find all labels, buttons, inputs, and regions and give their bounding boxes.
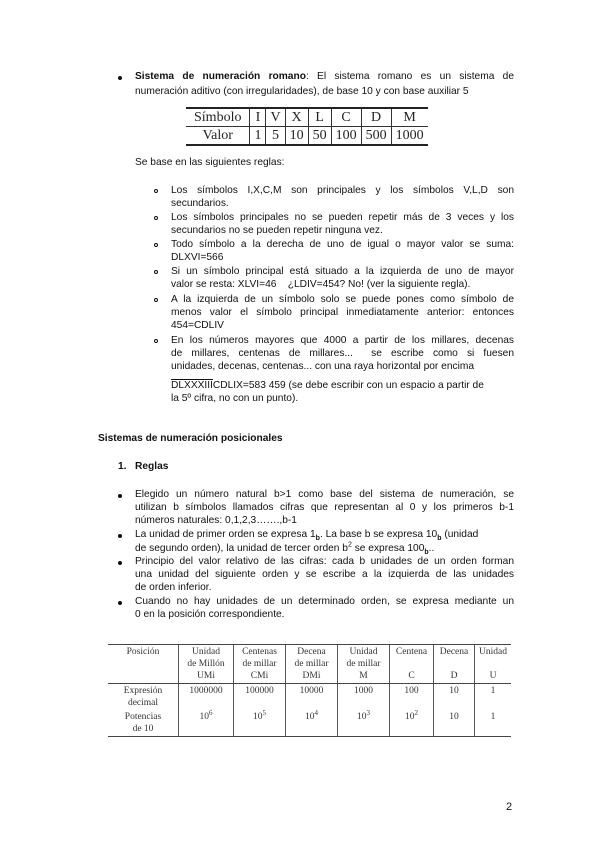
cell-text: Posición — [126, 647, 160, 657]
pos-rule-4-line-2: 0 en la posición correspondiente. — [135, 609, 285, 620]
exponent: 5 — [262, 708, 266, 717]
cell-text: 10 — [253, 712, 263, 722]
roman-cell: Símbolo — [186, 108, 250, 127]
pos-table-row-decimal — [108, 684, 511, 711]
rule-3-line-2: DLXVI=566 — [171, 252, 224, 263]
pos-cell: 10 — [434, 710, 475, 737]
pos-cell: 100000 — [234, 684, 286, 711]
cell-text: D — [450, 671, 458, 681]
pos-header-cell — [286, 645, 338, 684]
roman-intro-line-2: numeración aditivo (con irregularidades), de base 10 y con base auxiliar 5 — [135, 86, 469, 97]
cell-text: decimal — [127, 698, 159, 708]
pos-rule-2-line-2 — [135, 542, 434, 555]
roman-cell: 1 — [250, 127, 266, 146]
bullet — [118, 76, 122, 80]
roman-cell: X — [285, 108, 308, 127]
roman-cell: C — [331, 108, 361, 127]
pos-rule-2-line-1 — [135, 528, 478, 541]
roman-cell: 10 — [285, 127, 308, 146]
pos-cell — [390, 710, 434, 737]
roman-table-row-value — [186, 127, 428, 146]
roman-cell: L — [308, 108, 331, 127]
circle-bullet — [154, 298, 158, 302]
cell-text: Potencias — [124, 712, 162, 722]
pos-cell: 1000 — [338, 684, 390, 711]
pos-header-cell — [234, 645, 286, 684]
rule-6-line-1: En los números mayores que 4000 a partir de los millares, decenas — [171, 335, 514, 346]
pos-table-header — [108, 645, 511, 684]
overline-numeral: DLXXXIII — [171, 380, 213, 391]
cell-text: U — [489, 671, 497, 681]
cell-text: 10 — [357, 712, 367, 722]
rule-4-line-2: valor se resta: XLVI=46 ¿LDIV=454? No! (ver la siguiente regla). — [171, 279, 471, 290]
subheading: Reglas — [135, 461, 169, 472]
text-span: La unidad de primer orden se expresa 1 — [135, 529, 316, 540]
pos-header-cell — [108, 645, 179, 684]
positional-table — [108, 644, 511, 737]
pos-rule-1-line-3: números naturales: 0,1,2,3…….,b-1 — [135, 515, 297, 526]
rule-4-line-1: Si un símbolo principal está situado a la izquierda de uno de mayor — [171, 266, 514, 277]
pos-rule-3-line-1: Principio del valor relativo de las cifras: cada b unidades de un orden forman — [135, 556, 514, 567]
text-span: de segundo orden), la unidad de tercer orden b — [135, 543, 348, 554]
pos-header-cell — [390, 645, 434, 684]
rule-6-line-5: la 5º cifra, no con un punto). — [171, 393, 299, 404]
subscript-b: b — [424, 549, 429, 557]
circle-bullet — [154, 270, 158, 274]
circle-bullet — [154, 216, 158, 220]
roman-table-row-symbol — [186, 108, 428, 127]
pos-rule-3-line-2: una unidad del siguiente orden y se escribe a la izquierda de las unidades — [135, 569, 514, 580]
pos-cell: 10 — [434, 684, 475, 711]
pos-header-cell — [475, 645, 512, 684]
roman-cell: 50 — [308, 127, 331, 146]
cell-text: Decena — [439, 647, 469, 657]
cell-text: Decena — [297, 647, 326, 657]
rule-5-line-2: menos valor el símbolo principal inmediatamente anterior: entonces — [171, 307, 514, 318]
pos-cell: 1 — [475, 684, 512, 711]
rule-5-line-3: 454=CDLIV — [171, 320, 224, 331]
roman-cell: D — [361, 108, 391, 127]
roman-intro-rest: : El sistema romano es un sistema de — [305, 71, 514, 82]
pos-header-cell — [179, 645, 234, 684]
exponent: 2 — [414, 708, 418, 717]
circle-bullet — [154, 189, 158, 193]
rule-2-line-2: secundarios no se pueden repetir ninguna vez. — [171, 225, 383, 236]
rule-5-line-1: A la izquierda de un símbolo solo se puede pones como símbolo de — [171, 294, 514, 305]
pos-row-label — [108, 710, 179, 737]
bullet — [118, 494, 122, 498]
cell-text: de Millón — [187, 659, 225, 669]
roman-cell: Valor — [186, 127, 250, 146]
rule-1-line-1: Los símbolos I,X,C,M son principales y los símbolos V,L,D son — [171, 185, 514, 196]
pos-table-row-powers — [108, 710, 511, 737]
circle-bullet — [154, 243, 158, 247]
rule-6-tail: CDLIX=583 459 (se debe escribir con un espacio a partir de — [212, 380, 484, 391]
cell-text: CMi — [250, 671, 269, 681]
cell-text: de millar — [294, 659, 329, 669]
page-number: 2 — [506, 801, 513, 813]
pos-rule-4-line-1: Cuando no hay unidades de un determinado orden, se expresa mediante un — [135, 596, 514, 607]
roman-cell: 5 — [266, 127, 285, 146]
section-heading: Sistemas de numeración posicionales — [98, 433, 283, 444]
roman-cell: I — [250, 108, 266, 127]
pos-cell: 100 — [390, 684, 434, 711]
text-span: .. — [428, 543, 435, 554]
cell-text: M — [359, 671, 368, 681]
cell-text: Unidad — [192, 647, 220, 657]
cell-text: 10 — [405, 712, 415, 722]
exponent: 4 — [314, 708, 318, 717]
exponent: 3 — [366, 708, 370, 717]
pos-cell — [286, 710, 338, 737]
bullet — [118, 601, 122, 605]
pos-cell: 10000 — [286, 684, 338, 711]
pos-header-cell — [434, 645, 475, 684]
subheading-number: 1. — [118, 461, 127, 472]
pos-rule-3-line-3: de orden inferior. — [135, 582, 212, 593]
pos-cell: 1 — [475, 710, 512, 737]
rule-1-line-2: secundarios. — [171, 198, 229, 209]
roman-cell: M — [391, 108, 428, 127]
pos-row-label — [108, 684, 179, 711]
pos-rule-1-line-1: Elegido un número natural b>1 como base del sistema de numeración, se — [135, 489, 514, 500]
bullet — [118, 561, 122, 565]
cell-text: 10 — [199, 712, 209, 722]
roman-cell: 100 — [331, 127, 361, 146]
text-span: . La base b se expresa 10 — [319, 529, 438, 540]
pos-rule-1-line-2: utilizan b símbolos llamados cifras que representan al 0 y los primeros b-1 — [135, 502, 514, 513]
pos-cell — [234, 710, 286, 737]
text-span: se expresa 100 — [351, 543, 425, 554]
cell-text: de 10 — [132, 724, 154, 734]
rule-6-line-4 — [171, 379, 484, 392]
cell-text: 10 — [305, 712, 315, 722]
cell-text: Expresión — [123, 686, 163, 696]
circle-bullet — [154, 339, 158, 343]
rule-6-line-2: de millares, centenas de millares... se escribe como si fuesen — [171, 348, 514, 359]
cell-text: Unidad — [479, 647, 507, 657]
pos-cell — [338, 710, 390, 737]
text-span: (unidad — [441, 529, 479, 540]
cell-text: C — [408, 671, 415, 681]
rule-2-line-1: Los símbolos principales no se pueden repetir más de 3 veces y los — [171, 212, 514, 223]
cell-text: de millar — [242, 659, 277, 669]
cell-text: Unidad — [349, 647, 378, 657]
cell-text: Centena — [395, 647, 428, 657]
cell-text: de millar — [346, 659, 381, 669]
roman-intro-line-1 — [135, 70, 514, 83]
superscript-2: 2 — [347, 541, 352, 549]
rule-3-line-1: Todo símbolo a la derecha de uno de igual o mayor valor se suma: — [171, 239, 514, 250]
roman-title: Sistema de numeración romano — [135, 71, 306, 82]
subscript-b: b — [437, 535, 442, 543]
rule-6-line-3: unidades, decenas, centenas... con una raya horizontal por encima — [171, 361, 474, 372]
roman-symbol-table — [186, 107, 428, 146]
bullet — [118, 534, 122, 538]
pos-cell — [179, 710, 234, 737]
exponent: 6 — [209, 708, 213, 717]
pos-cell: 1000000 — [179, 684, 234, 711]
cell-text: UMi — [197, 671, 215, 681]
roman-cell: 500 — [361, 127, 391, 146]
rules-intro: Se base en las siguientes reglas: — [135, 157, 285, 168]
subscript-b: b — [315, 535, 320, 543]
pos-header-cell — [338, 645, 390, 684]
roman-cell: V — [266, 108, 285, 127]
roman-cell: 1000 — [391, 127, 428, 146]
cell-text: Centenas — [242, 647, 277, 657]
cell-text: DMi — [302, 671, 321, 681]
